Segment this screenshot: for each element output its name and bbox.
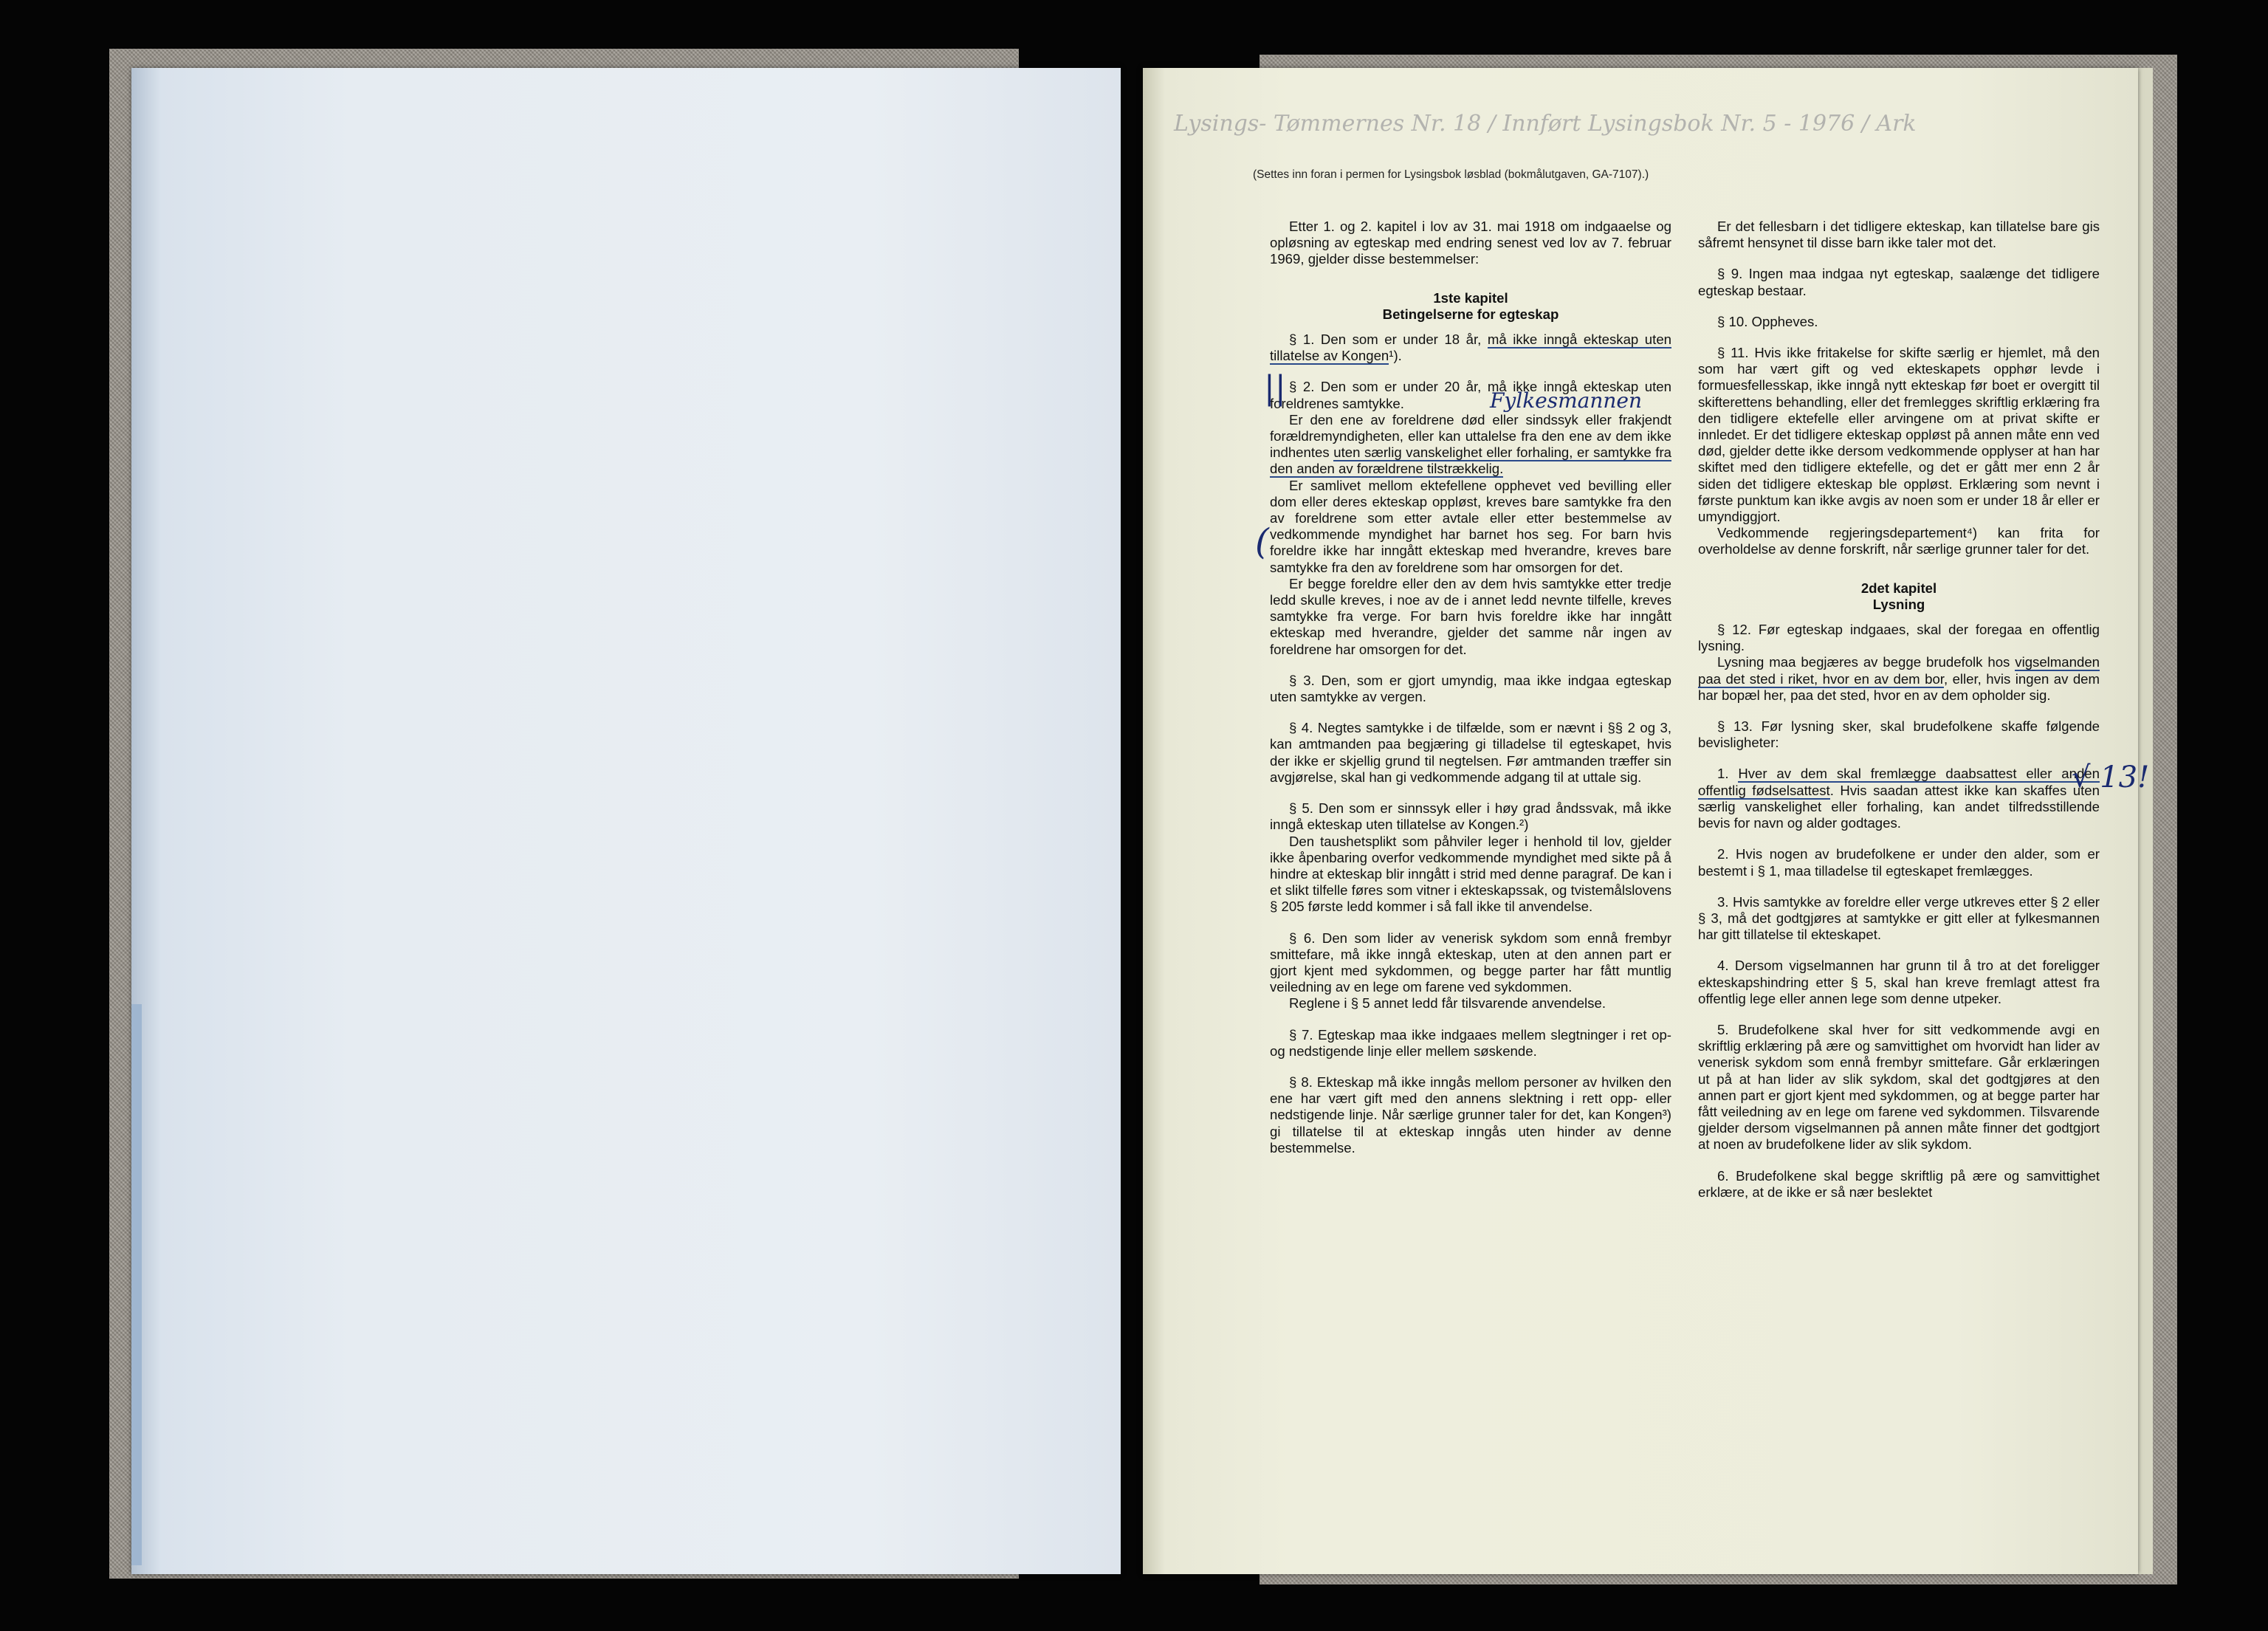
section-2-para-2-underlined: uten særlig vanskelighet eller forhaling, er samtykke fra den anden av forældrene tilstrækkelig. [1270, 444, 1671, 477]
section-12-para-2-end: , eller, hvis ingen av dem har bopæl her, paa det sted, hvor en av dem opholder sig. [1698, 670, 2100, 703]
chapter-2-title: 2det kapitel [1860, 580, 1937, 596]
section-8: § 8. Ekteskap må ikke inngås mellom personer av hvilken den ene har vært gift med den annens slektning i rett opp- eller nedstigende linje. Når særlige grunner taler for det, kan Kongen³) gi tillatelse til at ekteskap inngås uten hinder av denne bestemmelse. [1270, 1074, 1671, 1156]
section-13-item-1 [1698, 766, 2100, 831]
section-4: § 4. Negtes samtykke i de tilfælde, som er nævnt i §§ 2 og 3, kan amtmanden paa begjæring gi tilladelse til egteskapet, hvis der ikke er skjellig grund til negtelsen. Før amtmanden træffer sin avgjørelse, skal han gi vedkommende adgang til at uttale sig. [1270, 720, 1671, 785]
section-13-item-5: 5. Brudefolkene skal hver for sitt vedkommende avgi en skriftlig erklæring på ære og samvittighet om hvorvidt han lider av venerisk sykdom som ennå frembyr smittefare. Går erklæringen ut på at han lider av slik sykdom, skal det godtgjøres at den annen part er gjort kjent med sykdommen, og at begge parter har fått veiledning av en lege om farene ved sykdommen. Tilsvarende gjelder dersom vigselmannen på annen måte finner det godtgjort at noen av brudefolkene lider av slik sykdom. [1698, 1021, 2100, 1153]
section-11-para-2: Vedkommende regjeringsdepartement⁴) kan frita for overholdelse av denne forskrift, når særlige grunner taler for det. [1698, 525, 2100, 557]
section-1 [1270, 332, 1671, 364]
section-13-item-4: 4. Dersom vigselmannen har grunn til å tro at det foreligger ekteskapshindring etter § 5, skal han kreve fremlagt attest fra offentlig lege eller annen lege som denne utpeker. [1698, 958, 2100, 1006]
section-1-start: § 1. Den som er under 18 år, [1289, 332, 1488, 348]
section-1-end: ¹). [1389, 348, 1402, 364]
section-2: § 2. Den som er under 20 år, må ikke inngå ekteskap uten foreldrenes samtykke. [1270, 379, 1671, 411]
section-12-para-2 [1698, 654, 2100, 704]
section-13: § 13. Før lysning sker, skal brudefolkene skaffe følgende bevisligheter: [1698, 718, 2100, 751]
section-2-para-2-start: Er den ene av foreldrene død eller sindssyk eller frakjendt forældremyndigheten, eller kan uttalelse fra den ene av dem ikke indhentes [1270, 411, 1671, 461]
chapter-2-subtitle: Lysning [1872, 596, 1925, 612]
blank-left-page [131, 68, 1121, 1574]
section-13-item-3: 3. Hvis samtykke av foreldre eller verge utkreves etter § 2 eller § 3, må det godtgjøres at samtykke er gitt eller at fylkesmannen har gitt tillatelse til ekteskapet. [1698, 893, 2100, 943]
section-1-underlined: må ikke inngå ekteskap uten tillatelse av Kongen [1270, 332, 1671, 364]
section-10: § 10. Oppheves. [1717, 313, 1818, 329]
section-12-para-2-underlined: vigselmanden paa det sted i riket, hvor en av dem bor [1698, 654, 2100, 687]
section-6-para-2: Reglene i § 5 annet ledd får tilsvarende anvendelse. [1289, 995, 1606, 1012]
right-text-column [1698, 219, 2100, 1201]
margin-tick-1: || [1264, 369, 1286, 407]
handwritten-fylkesmannen: Fylkesmannen [1490, 388, 1643, 413]
header-note: (Settes inn foran i permen for Lysingsbok løsblad (bokmålutgaven, GA-7107).) [1253, 168, 1649, 181]
blue-page-edge [131, 1004, 142, 1565]
section-2-para-3: Er samlivet mellom ektefellene opphevet ved bevilling eller dom eller deres ekteskap oppløst, kreves bare samtykke fra den av foreldrene som etter avtale eller etter bestemmelse av vedkommende myndighet har barnet hos seg. For barn hvis foreldre ikke har inngått ekteskap med hverandre, kreves bare samtykke fra den av foreldrene som har omsorgen for det. [1270, 477, 1671, 575]
section-13-item-1-underlined: Hver av dem skal fremlægge daabsattest eller anden offentlig fødselsattest [1698, 766, 2100, 798]
section-2-para-2 [1270, 412, 1671, 478]
section-8-para-2: Er det fellesbarn i det tidligere ekteskap, kan tillatelse bare gis såfremt hensynet til disse barn ikke taler mot det. [1698, 219, 2100, 251]
handwritten-margin-mark: √ 13! [2072, 760, 2150, 794]
left-text-column [1270, 219, 1671, 1156]
chapter-1-subtitle: Betingelserne for egteskap [1382, 306, 1559, 322]
section-13-item-2: 2. Hvis nogen av brudefolkene er under den alder, som er bestemt i § 1, maa tilladelse til egteskapet fremlægges. [1698, 846, 2100, 879]
chapter-1-title: 1ste kapitel [1433, 289, 1508, 306]
section-13-item-1-num: 1. [1717, 766, 1739, 782]
intro-paragraph: Etter 1. og 2. kapitel i lov av 31. mai 1918 om indgaaelse og opløsning av egteskap med endring senest ved lov av 7. februar 1969, gjelder disse bestemmelser: [1270, 219, 1671, 267]
section-13-item-1-end: . Hvis saadan attest ikke kan skaffes uten særlig vanskelighet eller forhaling, kan andet tilfredsstillende bevis for navn og alder godtages. [1698, 782, 2100, 831]
section-11: § 11. Hvis ikke fritakelse for skifte særlig er hjemlet, må den som har vært gift og ved ekteskapets opphør levde i formuesfellesskap, ikke inngå nytt ekteskap før boet er overgitt til skifterettens behandling, eller det fremlegges skriftlig erklæring fra den tidligere ektefelle eller arvingene om at privat skifte er innledet. Er det tidligere ekteskap oppløst på annen måte enn ved død, gjelder dette ikke dersom vedkommende opplyser at han har skiftet med den tidligere ektefelle, og det er gått mer enn 2 år siden det tidligere ekteskap ble oppløst. Erklæring som nevnt i første punktum kan ikke avgis av noen som er under 18 år eller er umyndiggjort. [1698, 345, 2100, 525]
section-9: § 9. Ingen maa indgaa nyt egteskap, saalænge det tidligere egteskap bestaar. [1698, 266, 2100, 298]
section-2-para-4: Er begge foreldre eller den av dem hvis samtykke etter tredje ledd skulle kreves, i noe av de i annet ledd nevnte tilfelle, kreves samtykke fra verge. For barn hvis foreldre ikke har inngått ekteskap med hverandre, gjelder det samme når ingen av foreldrene har omsorgen for det. [1270, 575, 1671, 657]
section-12: § 12. Før egteskap indgaaes, skal der foregaa en offentlig lysning. [1698, 622, 2100, 654]
section-13-item-6: 6. Brudefolkene skal begge skriftlig på ære og samvittighet erklære, at de ikke er så nær beslektet [1698, 1167, 2100, 1200]
section-3: § 3. Den, som er gjort umyndig, maa ikke indgaa egteskap uten samtykke av vergen. [1270, 672, 1671, 705]
section-7: § 7. Egteskap maa ikke indgaaes mellem slegtninger i ret op- og nedstigende linje eller mellem søskende. [1270, 1026, 1671, 1059]
section-5-para-2: Den taushetsplikt som påhviler leger i henhold til lov, gjelder ikke åpenbaring overfor vedkommende myndighet med sikte på å hindre at ekteskap blir inngått i strid med denne paragraf. De kan i et slikt tilfelle føres som vitner i ekteskapssak, og tvistemålslovens § 205 første ledd kommer i så fall ikke til anvendelse. [1270, 833, 1671, 915]
handwritten-top-note: Lysings- Tømmernes Nr. 18 / Innført Lysingsbok Nr. 5 - 1976 / Ark [1174, 111, 1917, 137]
section-6: § 6. Den som lider av venerisk sykdom som ennå frembyr smittefare, må ikke inngå ekteskap, uten at den annen part er gjort kjent med sykdommen, og begge parter har fått muntlig veiledning av en lege om farene ved sykdommen. [1270, 930, 1671, 995]
section-5: § 5. Den som er sinnssyk eller i høy grad åndssvak, må ikke inngå ekteskap uten tillatelse av Kongen.²) [1270, 800, 1671, 833]
section-12-para-2-start: Lysning maa begjæres av begge brudefolk hos [1717, 654, 2016, 670]
margin-tick-2: ( [1255, 521, 1269, 563]
